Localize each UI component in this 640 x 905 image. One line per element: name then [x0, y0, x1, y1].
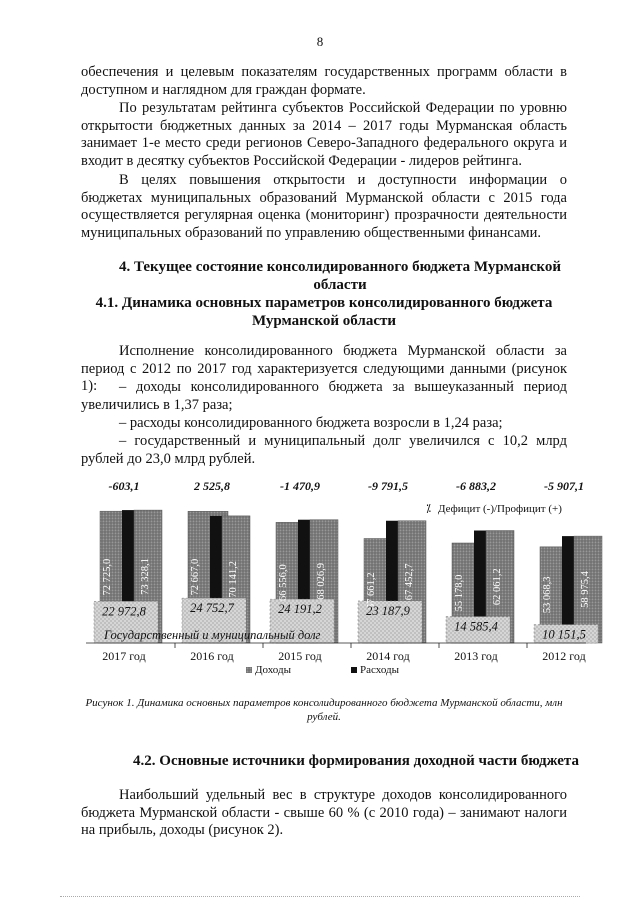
section-4-1-title: 4.1. Динамика основных параметров консолидированного бюджета Мурманской области [95, 295, 553, 329]
label-incomes-2: 66 556,0 [278, 564, 289, 602]
label-expenses-4: 62 061,2 [492, 568, 503, 606]
paragraph-3: В целях повышения открытости и доступности информации о бюджетах муниципальных образований Мурманской области с 2015 года осуществляется регулярная оценка (мониторинг) прозрачности деятельности муниципальных образований по управлению общественными финансами. [81, 172, 567, 241]
bullet-expenses: – расходы консолидированного бюджета возросли в 1,24 раза; [119, 415, 503, 431]
deficit-legend [426, 503, 562, 515]
x-tick-label-3: 2014 год [366, 649, 410, 663]
page-number: 8 [316, 34, 324, 49]
section-4-2-text: Наибольший удельный вес в структуре доходов консолидированного бюджета Мурманской области - свыше 60 % (с 2010 года) – занимают налоги на прибыль, доходы (рисунок 2). [81, 787, 567, 839]
legend-swatch-incomes [246, 667, 252, 673]
section-4-1-intro: Исполнение консолидированного бюджета Мурманской области за период с 2012 по 2017 год характеризуется следующими данными (рисунок 1): [81, 343, 567, 395]
bottom-rule [60, 896, 580, 897]
budget-chart [86, 480, 606, 690]
label-expenses-2: 68 026,9 [316, 562, 327, 600]
label-debt-0: 22 972,8 [102, 604, 146, 619]
section-4-2-title: 4.2. Основные источники формирования доходной части бюджета [133, 753, 579, 769]
label-expenses-5: 58 975,4 [580, 571, 591, 608]
x-tick-label-4: 2013 год [454, 649, 498, 663]
label-deficit-3: -9 791,5 [368, 480, 408, 493]
bullet-debt: – государственный и муниципальный долг увеличился с 10,2 млрд рублей до 23,0 млрд рублей. [81, 433, 567, 467]
label-incomes-0: 72 725,0 [102, 558, 113, 596]
label-expenses-1: 70 141,2 [228, 561, 239, 598]
section-4-title: 4. Текущее состояние консолидированного бюджета Мурманской области [118, 259, 562, 293]
debt-label: Государственный и муниципальный долг [104, 628, 321, 642]
label-deficit-1: 2 525,8 [194, 480, 230, 493]
legend-swatch-expenses [351, 667, 357, 673]
legend-label-incomes: Доходы [255, 664, 291, 676]
label-deficit-4: -6 883,2 [456, 480, 496, 493]
label-debt-2: 24 191,2 [278, 602, 322, 617]
x-tick-label-0: 2017 год [102, 649, 146, 663]
legend [246, 664, 400, 676]
x-tick-label-5: 2012 год [542, 649, 586, 663]
label-debt-4: 14 585,4 [454, 619, 498, 634]
label-expenses-3: 67 452,7 [404, 563, 415, 601]
label-incomes-4: 55 178,0 [454, 574, 465, 612]
legend-label-expenses: Расходы [360, 664, 399, 676]
label-incomes-3: 57 661,2 [366, 572, 377, 610]
x-tick-label-1: 2016 год [190, 649, 234, 663]
label-debt-3: 23 187,9 [366, 603, 410, 618]
figure-caption: Рисунок 1. Динамика основных параметров консолидированного бюджета Мурманской области, млн рублей. [85, 697, 563, 723]
deficit-legend-label: Дефицит (-)/Профицит (+) [438, 503, 562, 515]
label-deficit-5: -5 907,1 [544, 480, 584, 493]
paragraph-1: обеспечения и целевым показателям государственных программ области в доступном и наглядном для граждан формате. [81, 64, 567, 98]
label-incomes-1: 72 667,0 [190, 558, 201, 596]
label-incomes-5: 53 068,3 [542, 576, 553, 614]
label-deficit-0: -603,1 [108, 480, 140, 493]
label-deficit-2: -1 470,9 [280, 480, 320, 493]
label-debt-1: 24 752,7 [190, 601, 234, 616]
label-expenses-0: 73 328,1 [140, 558, 151, 595]
label-debt-5: 10 151,5 [542, 627, 586, 642]
deficit-legend-marker: ⁒ [426, 503, 431, 515]
paragraph-2: По результатам рейтинга субъектов Российской Федерации по уровню открытости бюджетных данных за 2014 – 2017 годы Мурманская область занимает 1-е место среди регионов Северо-Западного федерального округа и входит в десятку субъектов Российской Федерации - лидеров рейтинга. [81, 100, 567, 169]
bullet-incomes: – доходы консолидированного бюджета за вышеуказанный период увеличились в 1,37 раза; [81, 379, 567, 413]
x-tick-label-2: 2015 год [278, 649, 322, 663]
